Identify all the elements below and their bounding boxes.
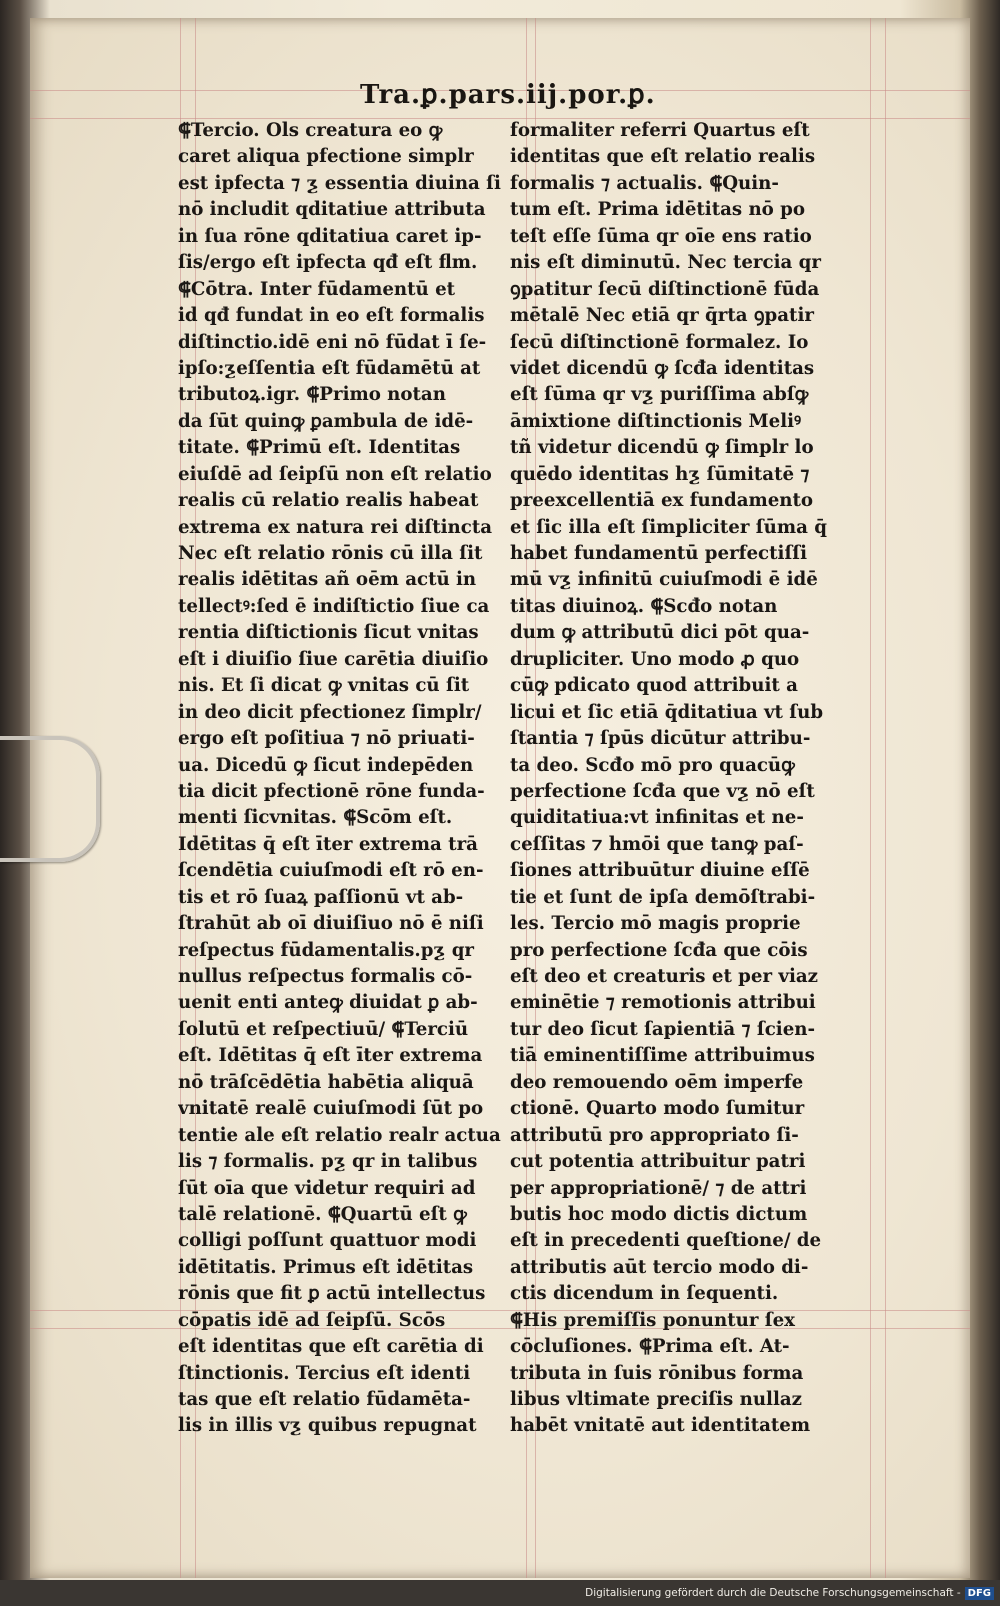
text-line: ceſſitas ⁊ hmōi que tanꝙ paſ- <box>510 833 804 855</box>
text-line: quiditatiua:vt infinitas et ne- <box>510 807 804 829</box>
text-line: ſtantia ⁊ ſpūs dicūtur attribu- <box>510 728 811 750</box>
text-line: talē relationē. ⸿Quartū eſt ꝙ <box>178 1203 467 1225</box>
text-line: eminētie ⁊ remotionis attribui <box>510 992 816 1014</box>
text-line: in deo dicit pfectionez ſimplr/ <box>178 701 482 723</box>
text-line: diſtinctio.idē eni nō fūdat ī ſe- <box>178 331 487 353</box>
text-line: ta deo. Scđo mō pro quacūꝙ <box>510 754 795 776</box>
text-line: tributa in ſuis rōnibus forma <box>510 1362 804 1384</box>
text-line: libus vltimate preciſis nullaz <box>510 1389 802 1410</box>
text-line: ⸿Cōtra. Inter fūdamentū et <box>178 278 456 300</box>
text-line: nō includit qditatiue attributa <box>178 199 486 221</box>
text-line: tellectꝰ:ſed ē indiſtictio ſiue ca <box>178 595 490 617</box>
text-line: drupliciter. Uno modo ꝓ quo <box>510 648 800 670</box>
text-line: ⸿Tercio. Ols creatura eo ꝙ <box>178 120 443 141</box>
text-line: ctis dicendum in ſequenti. <box>510 1283 779 1305</box>
text-line: et ſic illa eſt ſimpliciter ſūma q̄ <box>510 516 827 538</box>
text-line: mētalē Nec etiā qr q̄rta ꝯpatir <box>510 305 814 327</box>
text-line: formaliter referri Quartus eſt <box>510 120 810 141</box>
text-line: ipſo:ƺeſſentia eſt fūdamētū at <box>178 357 481 379</box>
text-line: ua. Dicedū ꝙ ſicut indepēden <box>178 754 474 776</box>
text-line: titate. ⸿Primū eſt. Identitas <box>178 437 461 459</box>
text-line: tie et ſunt de ipſa demōſtrabi- <box>510 886 816 908</box>
digitization-credit <box>585 1587 994 1605</box>
text-line: habet fundamentū perfectiſſi <box>510 543 808 564</box>
text-line: āmixtione diſtinctionis Meliꝰ <box>510 410 802 432</box>
credit-text: Digitalisierung gefördert durch die Deutsche Forschungsgemeinschaft - <box>585 1587 961 1599</box>
text-line: eiuſdē ad ſeipſū non eſt relatio <box>178 463 492 485</box>
text-line: reſpectus fūdamentalis.pƺ qr <box>178 939 474 961</box>
text-line: tributoꝝ.igr. ⸿Primo notan <box>178 384 446 406</box>
text-line: tiā eminentiſſime attribuimus <box>510 1045 815 1067</box>
text-line: preexcellentiā ex fundamento <box>510 490 814 512</box>
text-line: tum eſt. Prima idētitas nō po <box>510 199 805 221</box>
text-line: ſcendētia cuiuſmodi eſt rō en- <box>178 860 484 882</box>
text-line: tentie ale eſt relatio realr actua <box>178 1124 501 1146</box>
text-line: extrema ex natura rei diſtincta <box>178 516 493 538</box>
text-line: les. Tercio mō magis proprie <box>510 913 801 935</box>
text-line: rentia diſtictionis ſicut vnitas <box>178 622 479 644</box>
paper-clip <box>0 736 100 862</box>
text-line: butis hoc modo dictis dictum <box>510 1203 808 1225</box>
text-line: tia dicit pfectionē rōne funda- <box>178 780 485 802</box>
text-line: colligi poſſunt quattuor modi <box>178 1230 477 1252</box>
text-line: habēt vnitatē aut identitatem <box>510 1415 811 1437</box>
text-line: ſtrahūt ab oī diuiſiuo nō ē niſi <box>178 913 484 935</box>
text-line: eſt identitas que eſt carētia di <box>178 1336 484 1358</box>
text-line: ſtinctionis. Tercius eſt identi <box>178 1362 471 1384</box>
text-line: cōpatis idē ad ſeipſū. Scōs <box>178 1309 446 1331</box>
text-line: titas diuinoꝝ. ⸿Scđo notan <box>510 595 778 617</box>
text-line: attributis aūt tercio modo di- <box>510 1256 809 1278</box>
text-line: attributū pro appropriato ſi- <box>510 1124 799 1146</box>
text-line: realis idētitas añ oēm actū in <box>178 569 477 591</box>
text-line: ſolutū et reſpectiuū/ ⸿Terciū <box>178 1018 469 1040</box>
text-line: rōnis que fit ꝑ actū intellectus <box>178 1283 486 1305</box>
text-line: uenit enti anteꝙ diuidat ꝑ ab- <box>178 992 478 1014</box>
text-line: eſt ſūma qr vƺ puriſſima abſꝙ <box>510 384 809 406</box>
text-column-left <box>178 118 528 1440</box>
text-line: ſiones attribuūtur diuine eſſē <box>510 860 810 882</box>
text-line: eſt in precedenti queſtione/ de <box>510 1230 822 1252</box>
text-line: videt dicendū ꝙ ſcđa identitas <box>510 357 815 379</box>
text-column-right <box>510 118 860 1440</box>
text-line: formalis ⁊ actualis. ⸿Quin- <box>510 172 779 194</box>
dfg-logo: DFG <box>965 1587 994 1600</box>
text-line: id qđ fundat in eo eſt formalis <box>178 305 485 327</box>
text-line: teſt eſſe ſūma qr oīe ens ratio <box>510 225 812 247</box>
text-line: nō trāſcēdētia habētia aliquā <box>178 1071 474 1093</box>
text-line: lis ⁊ formalis. pƺ qr in talibus <box>178 1151 478 1173</box>
text-line: perfectione ſcđa que vƺ nō eſt <box>510 780 815 802</box>
text-line: menti ſicvnitas. ⸿Scōm eſt. <box>178 807 453 829</box>
text-line: deo remouendo oēm imperfe <box>510 1071 804 1093</box>
text-line: in ſua rōne qditatiua caret ip- <box>178 225 482 247</box>
text-line: pro perfectione ſcđa que cōis <box>510 939 808 961</box>
text-line: cōcluſiones. ⸿Prima eſt. At- <box>510 1336 790 1358</box>
text-line: ꝯpatitur ſecū diſtinctionē fūda <box>510 278 820 300</box>
margin-rule-right <box>885 18 886 1578</box>
text-line: per appropriationē/ ⁊ de attri <box>510 1177 807 1199</box>
text-line: realis cū relatio realis habeat <box>178 490 479 512</box>
text-line: ⸿His premiſſis ponuntur ſex <box>510 1309 796 1331</box>
text-line: Idētitas q̄ eſt īter extrema trā <box>178 833 478 855</box>
text-line: tas que eſt relatio fūdamēta- <box>178 1389 471 1410</box>
text-line: cūꝙ pdicato quod attribuit a <box>510 675 798 697</box>
text-line: mū vƺ infinitū cuiuſmodi ē idē <box>510 569 818 591</box>
text-line: eſt i diuiſio ſiue carētia diuiſio <box>178 648 489 670</box>
text-line: caret aliqua pfectione simplr <box>178 146 474 168</box>
text-line: ctionē. Quarto modo ſumitur <box>510 1098 805 1120</box>
text-line: nullus reſpectus formalis cō- <box>178 966 473 987</box>
text-line: ſis/ergo eſt ipfecta qđ eſt flm. <box>178 252 478 274</box>
text-line: da ſūt quinꝙ ꝑambula de idē- <box>178 410 474 432</box>
running-title: Tra.ꝑ.pars.iij.por.ꝑ. <box>360 80 656 110</box>
text-line: nis eſt diminutū. Nec tercia qr <box>510 252 821 274</box>
text-line: licui et ſic etiā q̄ditatiua vt ſub <box>510 701 824 723</box>
margin-rule-right-inner <box>870 18 871 1578</box>
text-line: tis et rō ſuaꝝ paſſionū vt ab- <box>178 886 464 908</box>
text-line: idētitatis. Primus eſt idētitas <box>178 1256 474 1278</box>
text-line: ſecū diſtinctionē formalez. Io <box>510 331 809 353</box>
text-line: vnitatē realē cuiuſmodi ſūt po <box>178 1098 484 1120</box>
text-line: ergo eſt poſitiua ⁊ nō priuati- <box>178 728 475 750</box>
text-line: ſūt oīa que videtur requiri ad <box>178 1177 476 1199</box>
text-line: Nec eſt relatio rōnis cū illa ſit <box>178 543 483 564</box>
text-line: identitas que eſt relatio realis <box>510 146 816 168</box>
text-line: tñ videtur dicendū ꝙ ſimplr lo <box>510 437 814 459</box>
text-line: est ipfecta ⁊ ƺ essentia diuina ſi <box>178 172 501 194</box>
text-line: cut potentia attribuitur patri <box>510 1151 806 1173</box>
text-line: eſt. Idētitas q̄ eſt īter extrema <box>178 1045 483 1067</box>
text-line: lis in illis vƺ quibus repugnat <box>178 1415 477 1437</box>
text-line: nis. Et ſi dicat ꝙ vnitas cū ſit <box>178 675 470 697</box>
text-line: tur deo ſicut ſapientiā ⁊ ſcien- <box>510 1018 816 1040</box>
text-line: dum ꝙ attributū dici pōt qua- <box>510 622 810 644</box>
text-line: eſt deo et creaturis et per viaz <box>510 966 818 987</box>
text-line: quēdo identitas hƺ ſūmitatē ⁊ <box>510 463 810 485</box>
